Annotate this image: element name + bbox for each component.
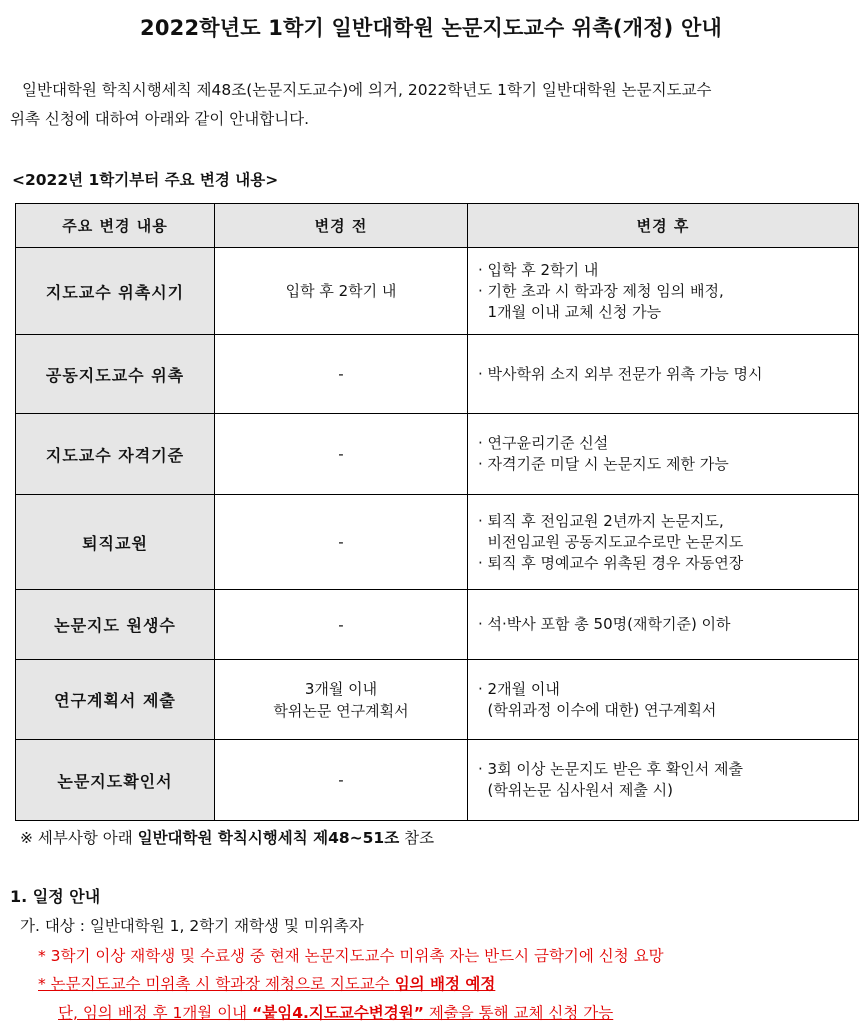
after-line: · 3회 이상 논문지도 받은 후 확인서 제출 bbox=[478, 760, 744, 778]
after-line: · 입학 후 2학기 내 bbox=[478, 260, 599, 279]
after-line: 비전임교원 공동지도교수로만 논문지도 bbox=[478, 532, 744, 551]
after-line: · 기한 초과 시 학과장 제청 임의 배정, bbox=[478, 281, 724, 300]
section-1-bullet-1: * 3학기 이상 재학생 및 수료생 중 현재 논문지도교수 미위촉 자는 반드시 금학기에 신청 요망 bbox=[38, 947, 664, 965]
before-line: 학위논문 연구계획서 bbox=[273, 701, 409, 720]
row-after-cell bbox=[468, 740, 859, 821]
row-item-label: 논문지도 원생수 bbox=[16, 590, 215, 660]
reference-note bbox=[20, 826, 434, 848]
row-before-cell bbox=[215, 248, 468, 335]
after-line: (학위논문 심사원서 제출 시) bbox=[478, 781, 673, 799]
bullet-3-text: 단, 임의 배정 후 1개월 이내 bbox=[58, 1004, 253, 1022]
note-bold-reference: 일반대학원 학칙시행세칙 제48~51조 bbox=[137, 829, 400, 847]
note-prefix: ※ 세부사항 아래 bbox=[20, 829, 138, 847]
page-title: 2022학년도 1학기 일반대학원 논문지도교수 위촉(개정) 안내 bbox=[140, 16, 722, 40]
row-item-label: 지도교수 위촉시기 bbox=[16, 248, 215, 335]
changes-table bbox=[15, 203, 859, 821]
before-line: - bbox=[338, 771, 344, 789]
row-item-label: 지도교수 자격기준 bbox=[16, 414, 215, 495]
row-before-cell bbox=[215, 495, 468, 590]
row-before-cell bbox=[215, 414, 468, 495]
bullet-3-text-end: 제출을 통해 교체 신청 가능 bbox=[423, 1004, 614, 1022]
row-item-label: 퇴직교원 bbox=[16, 495, 215, 590]
row-before-cell bbox=[215, 590, 468, 660]
note-suffix: 참조 bbox=[399, 829, 435, 847]
changes-heading: <2022년 1학기부터 주요 변경 내용> bbox=[12, 171, 279, 189]
after-line: 1개월 이내 교체 신청 가능 bbox=[478, 302, 662, 321]
after-line: · 연구윤리기준 신설 bbox=[478, 434, 609, 452]
table-row bbox=[16, 248, 859, 335]
section-1-bullet-3 bbox=[58, 1001, 613, 1023]
section-1-bullet-2 bbox=[38, 972, 495, 994]
header-before: 변경 전 bbox=[215, 204, 468, 248]
table-row bbox=[16, 740, 859, 821]
intro-line-2: 위촉 신청에 대하여 아래와 같이 안내합니다. bbox=[10, 110, 310, 128]
header-item: 주요 변경 내용 bbox=[16, 204, 215, 248]
row-item-label: 논문지도확인서 bbox=[16, 740, 215, 821]
row-item-label: 연구계획서 제출 bbox=[16, 660, 215, 740]
row-before-cell bbox=[215, 740, 468, 821]
row-after-cell bbox=[468, 590, 859, 660]
row-after-cell bbox=[468, 495, 859, 590]
intro-paragraph bbox=[10, 76, 858, 134]
table-row bbox=[16, 660, 859, 740]
table-row bbox=[16, 590, 859, 660]
table-row bbox=[16, 414, 859, 495]
before-line: 입학 후 2학기 내 bbox=[285, 282, 397, 300]
after-line: · 자격기준 미달 시 논문지도 제한 가능 bbox=[478, 455, 729, 473]
after-line: · 퇴직 후 전임교원 2년까지 논문지도, bbox=[478, 511, 724, 530]
row-after-cell bbox=[468, 414, 859, 495]
table-row bbox=[16, 335, 859, 414]
row-after-cell bbox=[468, 248, 859, 335]
after-line: · 퇴직 후 명예교수 위촉된 경우 자동연장 bbox=[478, 553, 744, 572]
table-header-row bbox=[16, 204, 859, 248]
after-line: · 박사학위 소지 외부 전문가 위촉 가능 명시 bbox=[478, 364, 763, 383]
before-line: - bbox=[338, 445, 344, 463]
before-line: 3개월 이내 bbox=[304, 679, 378, 698]
row-before-cell bbox=[215, 660, 468, 740]
row-before-cell bbox=[215, 335, 468, 414]
after-line: · 석·박사 포함 총 50명(재학기준) 이하 bbox=[478, 615, 731, 633]
after-line: · 2개월 이내 bbox=[478, 679, 560, 698]
before-line: - bbox=[338, 615, 344, 634]
bullet-2-emphasis: 임의 배정 예정 bbox=[394, 975, 496, 993]
intro-line-1: 일반대학원 학칙시행세칙 제48조(논문지도교수)에 의거, 2022학년도 1학기 일반대학원 논문지도교수 bbox=[22, 81, 712, 99]
row-item-label: 공동지도교수 위촉 bbox=[16, 335, 215, 414]
before-line: - bbox=[338, 533, 344, 551]
before-line: - bbox=[338, 365, 344, 383]
bullet-2-text: * 논문지도교수 미위촉 시 학과장 제청으로 지도교수 bbox=[38, 975, 395, 993]
section-1-heading: 1. 일정 안내 bbox=[10, 887, 101, 906]
header-after: 변경 후 bbox=[468, 204, 859, 248]
row-after-cell bbox=[468, 335, 859, 414]
section-1-target: 가. 대상 : 일반대학원 1, 2학기 재학생 및 미위촉자 bbox=[20, 917, 364, 935]
row-after-cell bbox=[468, 660, 859, 740]
after-line: (학위과정 이수에 대한) 연구계획서 bbox=[478, 700, 717, 719]
bullet-3-emphasis: “붙임4.지도교수변경원” bbox=[252, 1004, 424, 1022]
table-row bbox=[16, 495, 859, 590]
